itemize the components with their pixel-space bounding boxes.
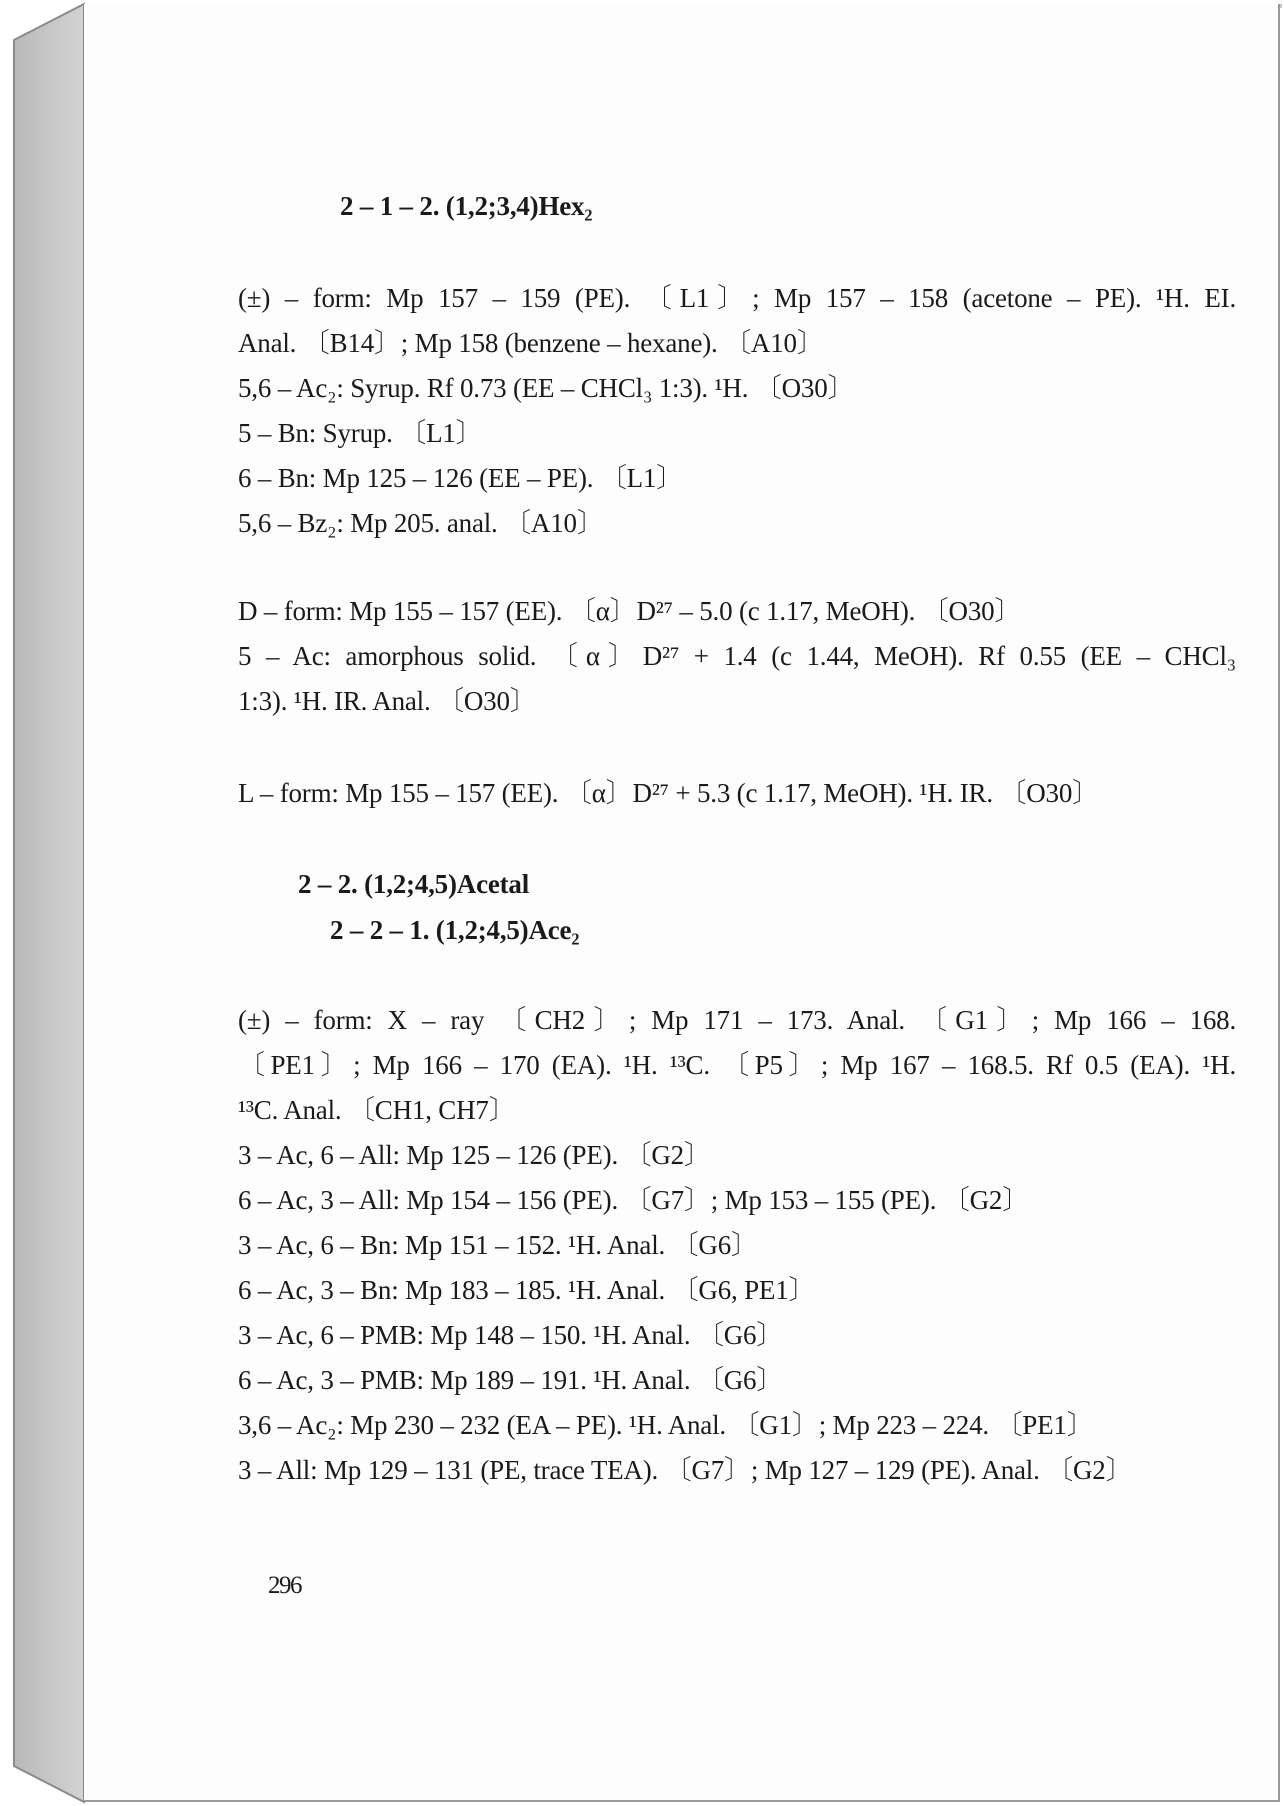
text-line: D – form: Mp 155 – 157 (EE). 〔α〕D²⁷ – 5.0 (c 1.17, MeOH). 〔O30〕 (238, 596, 1022, 626)
section-heading-acetal: 2 – 2. (1,2;4,5)Acetal (298, 869, 530, 899)
text-line: ¹³C. Anal. 〔CH1, CH7〕 (238, 1095, 516, 1125)
text-line: 3 – Ac, 6 – All: Mp 125 – 126 (PE). 〔G2〕 (238, 1140, 711, 1170)
text-line: (±) – form: Mp 157 – 159 (PE). 〔L1〕; Mp 157 – 158 (acetone – PE). ¹H. EI. (238, 283, 1236, 313)
text-line: 3 – Ac, 6 – Bn: Mp 151 – 152. ¹H. Anal. 〔G6〕 (238, 1230, 758, 1260)
text-line: (±) – form: X – ray 〔CH2〕; Mp 171 – 173. Anal. 〔G1〕; Mp 166 – 168. (238, 1005, 1236, 1035)
page-content (84, 4, 1278, 1800)
document-page (84, 4, 1280, 1802)
page-number: 296 (268, 1572, 301, 1599)
text-line: 1:3). ¹H. IR. Anal. 〔O30〕 (238, 686, 537, 716)
text-line: 6 – Ac, 3 – All: Mp 154 – 156 (PE). 〔G7〕; Mp 153 – 155 (PE). 〔G2〕 (238, 1185, 1030, 1215)
text-line: 5,6 – Ac₂: Syrup. Rf 0.73 (EE – CHCl₃ 1:3). ¹H. 〔O30〕 (238, 373, 855, 403)
section-heading-hex2: 2 – 1 – 2. (1,2;3,4)Hex₂ (340, 191, 593, 221)
text-line: 〔PE1〕; Mp 166 – 170 (EA). ¹H. ¹³C. 〔P5〕; Mp 167 – 168.5. Rf 0.5 (EA). ¹H. (238, 1050, 1236, 1080)
text-line: 5,6 – Bz₂: Mp 205. anal. 〔A10〕 (238, 508, 604, 538)
text-line: 5 – Bn: Syrup. 〔L1〕 (238, 418, 483, 448)
text-line: 3,6 – Ac₂: Mp 230 – 232 (EA – PE). ¹H. Anal. 〔G1〕; Mp 223 – 224. 〔PE1〕 (238, 1410, 1094, 1440)
text-line: Anal. 〔B14〕; Mp 158 (benzene – hexane). 〔A10〕 (238, 328, 824, 358)
text-line: 3 – All: Mp 129 – 131 (PE, trace TEA). 〔G7〕; Mp 127 – 129 (PE). Anal. 〔G2〕 (238, 1455, 1133, 1485)
text-line: 3 – Ac, 6 – PMB: Mp 148 – 150. ¹H. Anal. 〔G6〕 (238, 1320, 784, 1350)
text-line: 6 – Ac, 3 – PMB: Mp 189 – 191. ¹H. Anal. 〔G6〕 (238, 1365, 784, 1395)
text-line: 6 – Bn: Mp 125 – 126 (EE – PE). 〔L1〕 (238, 463, 684, 493)
section-heading-ace2: 2 – 2 – 1. (1,2;4,5)Ace₂ (330, 915, 580, 945)
text-line: 5 – Ac: amorphous solid. 〔α〕D²⁷ + 1.4 (c 1.44, MeOH). Rf 0.55 (EE – CHCl₃ (238, 641, 1236, 671)
text-line: L – form: Mp 155 – 157 (EE). 〔α〕D²⁷ + 5.3 (c 1.17, MeOH). ¹H. IR. 〔O30〕 (238, 778, 1099, 808)
text-line: 6 – Ac, 3 – Bn: Mp 183 – 185. ¹H. Anal. 〔G6, PE1〕 (238, 1275, 816, 1305)
